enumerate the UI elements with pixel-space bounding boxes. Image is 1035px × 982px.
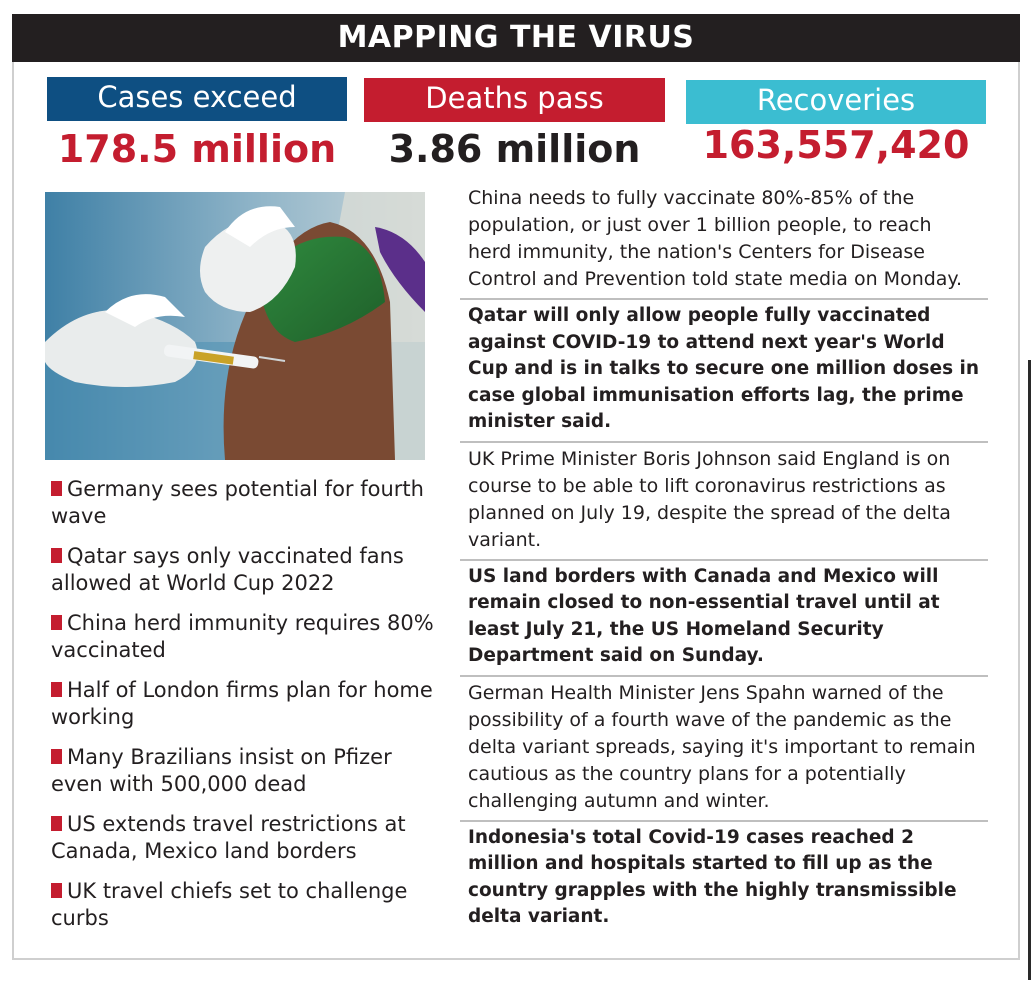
red-square-bullet [51,481,62,496]
recoveries-label: Recoveries [686,80,986,124]
story-qatar: Qatar will only allow people fully vaccinated against COVID-19 to attend next year's World Cup and is in talks to secure one million doses in case global immunisation efforts lag, the prime minister said. [460,298,988,441]
vaccination-photo [45,192,425,460]
story-indonesia: Indonesia's total Covid-19 cases reached 2 million and hospitals started to fill up as the country grapples with the highly transmissible delta variant. [460,820,988,936]
red-square-bullet [51,883,62,898]
red-square-bullet [51,548,62,563]
red-square-bullet [51,816,62,831]
cases-label: Cases exceed [47,77,347,121]
headline-list [51,476,441,945]
cases-value: 178.5 million [57,127,337,171]
story-us-borders: US land borders with Canada and Mexico will remain closed to non-essential travel until at least July 21, the US Homeland Security Department said on Sunday. [460,559,988,675]
list-item: Qatar says only vaccinated fans allowed at World Cup 2022 [51,544,404,595]
news-stories [460,185,988,936]
recoveries-value: 163,557,420 [702,123,970,167]
list-item: China herd immunity requires 80% vaccinated [51,611,434,662]
banner-title: MAPPING THE VIRUS [12,14,1020,62]
deaths-label: Deaths pass [364,78,665,122]
vaccination-illustration [45,192,425,460]
list-item: US extends travel restrictions at Canada, Mexico land borders [51,812,406,863]
deaths-value: 3.86 million [388,127,641,171]
red-square-bullet [51,682,62,697]
list-item: UK travel chiefs set to challenge curbs [51,879,408,930]
list-item: Germany sees potential for fourth wave [51,477,424,528]
list-item: Half of London firms plan for home working [51,678,433,729]
story-germany: German Health Minister Jens Spahn warned of the possibility of a fourth wave of the pandemic as the delta variant spreads, saying it's important to remain cautious as the country plans for a potentially challenging autumn and winter. [460,675,988,820]
page-edge-rule [1026,360,1032,980]
story-uk: UK Prime Minister Boris Johnson said England is on course to be able to lift coronavirus restrictions as planned on July 19, despite the spread of the delta variant. [460,441,988,559]
red-square-bullet [51,615,62,630]
red-square-bullet [51,749,62,764]
list-item: Many Brazilians insist on Pfizer even with 500,000 dead [51,745,392,796]
story-china: China needs to fully vaccinate 80%-85% of the population, or just over 1 billion people, to reach herd immunity, the nation's Centers for Disease Control and Prevention told state media on Monday. [468,187,963,290]
